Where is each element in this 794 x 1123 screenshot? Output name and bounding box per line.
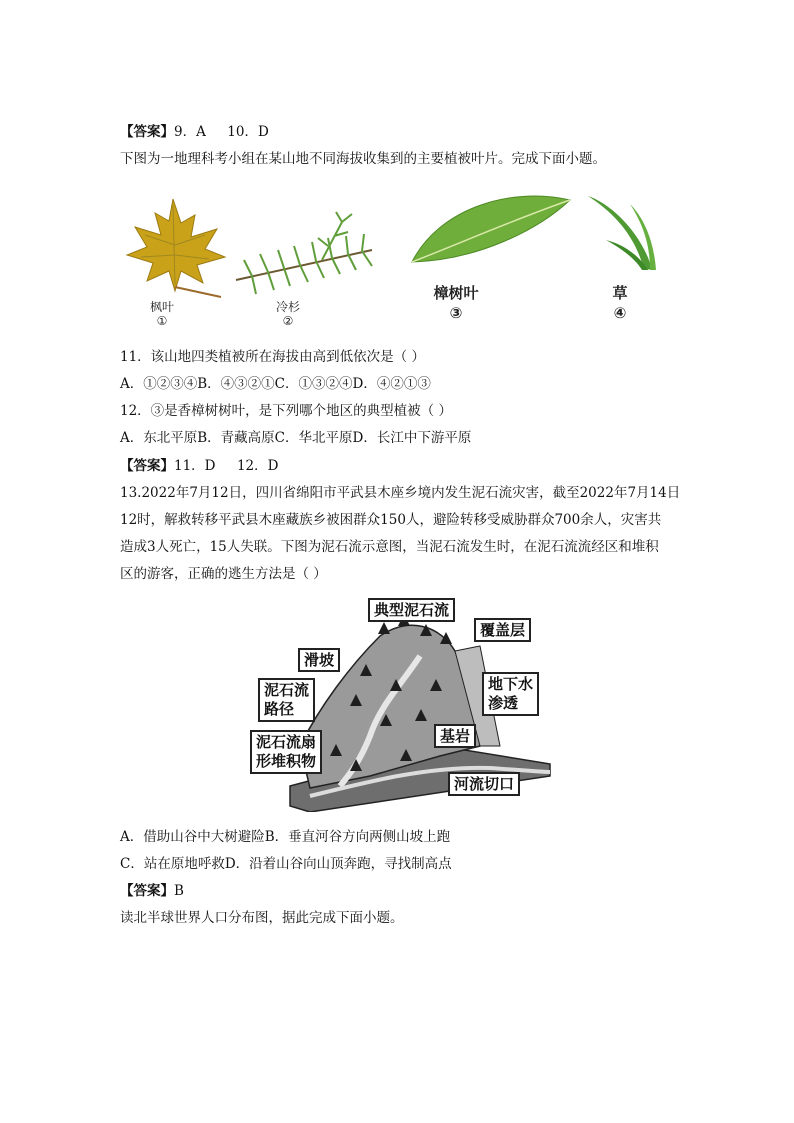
label-bedrock: 基岩 [434,724,476,748]
label-debris-fan-line-2: 形堆积物 [256,752,317,770]
leaf-num-grass: ④ [613,304,627,322]
leaf-num-camphor: ③ [449,304,463,322]
label-landslide: 滑坡 [298,648,340,672]
question-12-options: A．东北平原B．青藏高原C．华北平原D．长江中下游平原 [120,430,472,446]
label-typical-debris-flow: 典型泥石流 [368,598,455,622]
question-13-options-1: A．借助山谷中大树避险B．垂直河谷方向两侧山坡上跑 [120,829,451,845]
label-debris-fan [250,730,322,774]
fir-branch-image [232,210,382,300]
answer-text: 9．A 10．D [174,124,269,140]
question-11: 11．该山地四类植被所在海拔由高到低依次是（ ） [120,349,425,365]
label-cover-layer: 覆盖层 [474,618,531,642]
leaf-num-maple: ① [156,314,168,328]
question-13-line-1: 13.2022年7月12日，四川省绵阳市平武县木座乡境内发生泥石流灾害，截至2022年7月14日 [120,485,681,501]
answer-line-1 [120,123,269,141]
label-groundwater-seepage [482,672,539,716]
question-13-line-2: 12时，解救转移平武县木座藏族乡被困群众150人，避险转移受威胁群众700余人，灾害共 [120,512,662,528]
label-debris-path [258,678,315,722]
label-river-incision: 河流切口 [448,772,520,796]
camphor-leaf-image [408,190,578,270]
leaf-num-fir: ② [282,314,294,328]
debris-flow-diagram [250,596,560,812]
leaf-figure [120,190,680,335]
answer-label: 【答案】 [120,883,174,899]
answer-line-2 [120,457,278,475]
leaf-label-camphor: 樟树叶 [433,284,479,302]
question-11-options: A．①②③④B．④③②①C．①③②④D．④②①③ [120,376,431,392]
label-groundwater-line-2: 渗透 [488,694,519,712]
question-13-options-2: C．站在原地呼救D．沿着山谷向山顶奔跑，寻找制高点 [120,856,452,872]
leaf-label-maple: 枫叶 [149,300,174,314]
question-13-line-4: 区的游客，正确的逃生方法是（ ） [120,566,327,582]
intro-text-1: 下图为一地理科考小组在某山地不同海拔收集到的主要植被叶片。完成下面小题。 [120,151,606,167]
leaf-label-grass: 草 [612,284,628,302]
question-12: 12．③是香樟树树叶，是下列哪个地区的典型植被（ ） [120,403,452,419]
question-13-line-3: 造成3人死亡，15人失联。下图为泥石流示意图，当泥石流发生时，在泥石流流经区和堆积 [120,539,659,555]
answer-label: 【答案】 [120,458,174,474]
label-groundwater-line-1: 地下水 [488,675,534,693]
intro-text-2: 读北半球世界人口分布图，据此完成下面小题。 [120,910,404,926]
label-debris-fan-line-1: 泥石流扇 [256,733,317,751]
answer-text: 11．D 12．D [174,458,279,474]
maple-leaf-image [125,195,235,305]
leaf-label-fir: 冷杉 [275,300,300,314]
label-debris-path-line-2: 路径 [264,700,295,718]
answer-text: B [174,883,184,899]
label-debris-path-line-1: 泥石流 [264,681,310,699]
answer-line-3 [120,882,184,900]
grass-image [582,194,662,274]
answer-label: 【答案】 [120,124,174,140]
